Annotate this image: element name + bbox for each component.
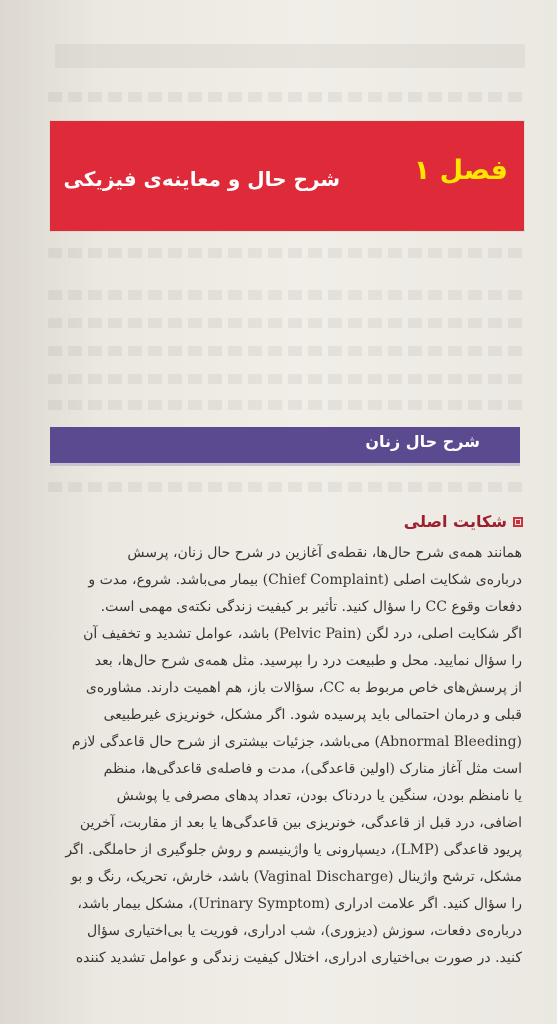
body-line: را سؤال کنید. اگر علامت ادراری (Urinary Symptom)، مشکل بیمار باشد، <box>77 896 522 912</box>
bleed-through-line <box>48 290 527 300</box>
subsection-heading <box>404 512 523 531</box>
body-line: پریود قاعدگی (LMP)، دیسپارونی یا واژینیسم و روش جلوگیری از حاملگی. اگر <box>65 842 522 858</box>
subsection-title: شکایت اصلی <box>403 512 507 531</box>
body-line: است مثل آغاز منارک (اولین قاعدگی)، مدت و فاصله‌ی قاعدگی‌ها، منظم <box>103 761 522 777</box>
chapter-title: شرح حال و معاینه‌ی فیزیکی <box>63 167 340 191</box>
body-line: درباره‌ی دفعات، سوزش (دیزوری)، شب ادراری، فوریت یا بی‌اختیاری سؤال <box>86 923 522 939</box>
body-line: اضافی، درد قبل از قاعدگی، خونریزی بین قاعدگی‌ها یا بعد از مقاربت، آخرین <box>79 815 522 831</box>
square-bullet-icon <box>513 517 523 527</box>
body-line: اگر شکایت اصلی، درد لگن (Pelvic Pain) باشد، عوامل تشدید و تخفیف آن <box>83 626 522 642</box>
bleed-through-line <box>48 400 527 410</box>
body-line: دفعات وقوع CC را سؤال کنید. تأثیر بر کیفیت زندگی نکته‌ی مهمی است. <box>100 599 522 615</box>
section-title: شرح حال زنان <box>365 432 480 451</box>
bleed-through-line <box>48 92 527 102</box>
chapter-number: فصل ۱ <box>413 155 508 186</box>
bleed-through-line <box>48 346 527 356</box>
bleed-through-line <box>48 318 527 328</box>
body-line: درباره‌ی شکایت اصلی (Chief Complaint) بیمار می‌باشد. شروع، مدت و <box>88 572 522 588</box>
body-line: (Abnormal Bleeding) می‌باشد، جزئیات بیشتری از شرح حال قاعدگی لازم <box>71 734 522 750</box>
body-line: قبلی و درمان احتمالی باید پرسیده شود. اگر مشکل، خونریزی غیرطبیعی <box>103 707 522 723</box>
bleed-through-line <box>48 482 527 492</box>
chapter-banner <box>50 121 524 231</box>
section-header <box>50 427 520 466</box>
bleed-through-heading <box>55 44 525 68</box>
bleed-through-line <box>48 374 527 384</box>
body-paragraph <box>44 540 522 972</box>
body-line: از پرسش‌های خاص مربوط به CC، سؤالات باز، هم اهمیت دارند. مشاوره‌ی <box>85 680 522 696</box>
bleed-through-line <box>48 248 527 258</box>
body-line: را سؤال نمایید. محل و طبیعت درد را بپرسید. مثل همه‌ی شرح حال‌ها، بعد <box>94 653 522 669</box>
body-line: همانند همه‌ی شرح حال‌ها، نقطه‌ی آغازین در شرح حال زنان، پرسش <box>127 545 522 561</box>
body-line: کنید. در صورت بی‌اختیاری ادراری، اختلال کیفیت زندگی و عوامل تشدید کننده <box>75 950 522 966</box>
body-line: مشکل، ترشح واژینال (Vaginal Discharge) باشد، خارش، تحریک، رنگ و بو <box>71 869 522 885</box>
body-line: یا نامنظم بودن، سنگین یا دردناک بودن، تعداد پدهای مصرفی یا پوشش <box>116 788 522 804</box>
